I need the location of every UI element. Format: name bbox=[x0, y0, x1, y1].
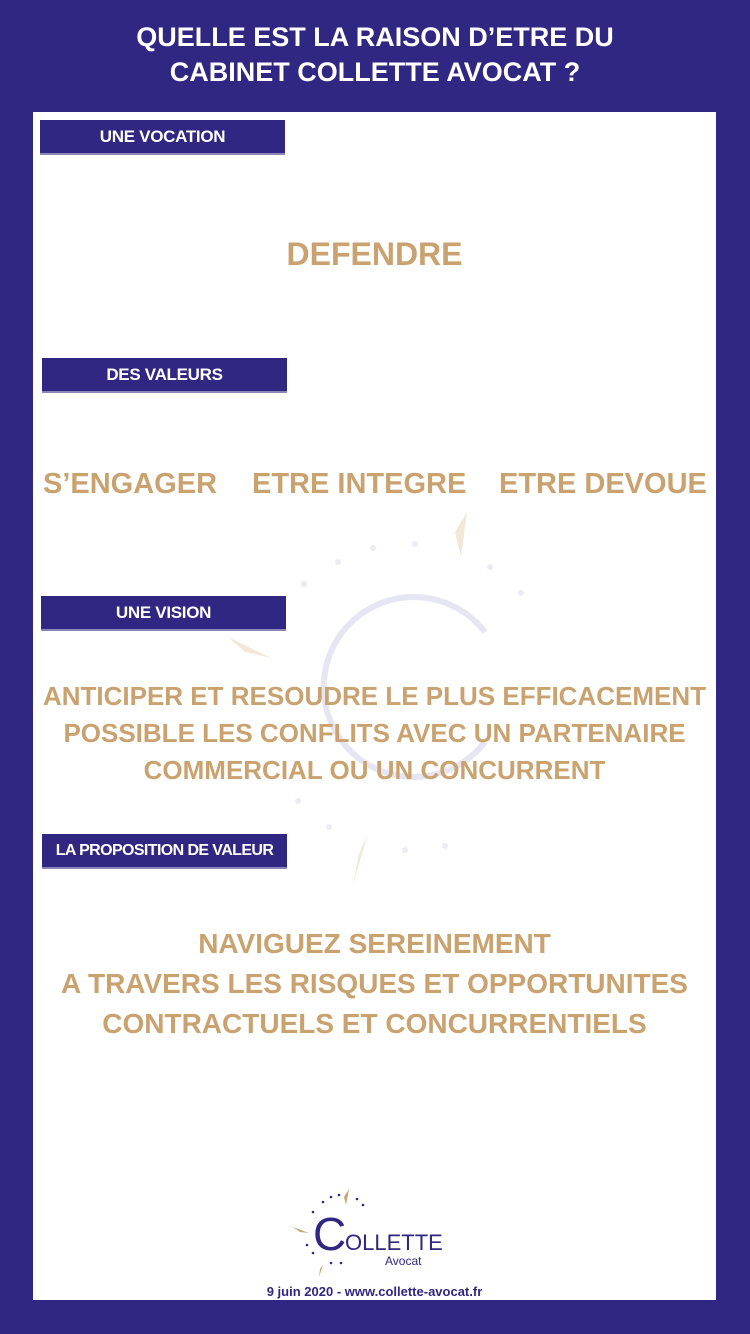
proposition-line-1: NAVIGUEZ SEREINEMENT bbox=[198, 928, 551, 959]
content-panel bbox=[33, 112, 716, 1300]
value-item-integre: ETRE INTEGRE bbox=[252, 468, 467, 500]
footer bbox=[33, 1284, 716, 1299]
vision-line-1: ANTICIPER ET RESOUDRE LE PLUS EFFICACEMENT bbox=[42, 681, 707, 711]
proposition-line-2: A TRAVERS LES RISQUES ET OPPORTUNITES bbox=[61, 968, 688, 999]
collette-avocat-logo bbox=[293, 1187, 453, 1277]
proposition-line-3: CONTRACTUELS ET CONCURRENTIELS bbox=[102, 1008, 647, 1039]
proposition-text bbox=[33, 924, 716, 1044]
page-title-line-1: QUELLE EST LA RAISON D’ETRE DU bbox=[136, 22, 614, 52]
footer-separator: - bbox=[333, 1284, 345, 1299]
logo-subtitle: Avocat bbox=[385, 1254, 422, 1268]
value-item-engager: S’ENGAGER bbox=[43, 468, 218, 500]
section-label-vocation: UNE VOCATION bbox=[40, 120, 285, 155]
page-title bbox=[0, 20, 750, 90]
section-label-vision: UNE VISION bbox=[41, 596, 286, 631]
vision-line-2: POSSIBLE LES CONFLITS AVEC UN PARTENAIRE bbox=[63, 718, 686, 748]
section-label-proposition: LA PROPOSITION DE VALEUR bbox=[42, 834, 287, 869]
footer-date: 9 juin 2020 bbox=[266, 1284, 334, 1299]
values-row bbox=[33, 464, 716, 504]
vision-text bbox=[33, 678, 716, 789]
value-item-devoue: ETRE DEVOUE bbox=[499, 468, 707, 500]
section-label-valeurs: DES VALEURS bbox=[42, 358, 287, 393]
vision-line-3: COMMERCIAL OU UN CONCURRENT bbox=[143, 755, 606, 785]
logo-initial: C bbox=[313, 1208, 347, 1260]
logo-brand: OLLETTE bbox=[345, 1230, 443, 1255]
vocation-text: DEFENDRE bbox=[286, 236, 463, 272]
page-title-line-2: CABINET COLLETTE AVOCAT ? bbox=[169, 57, 581, 87]
footer-website-link[interactable]: www.collette-avocat.fr bbox=[344, 1284, 483, 1299]
